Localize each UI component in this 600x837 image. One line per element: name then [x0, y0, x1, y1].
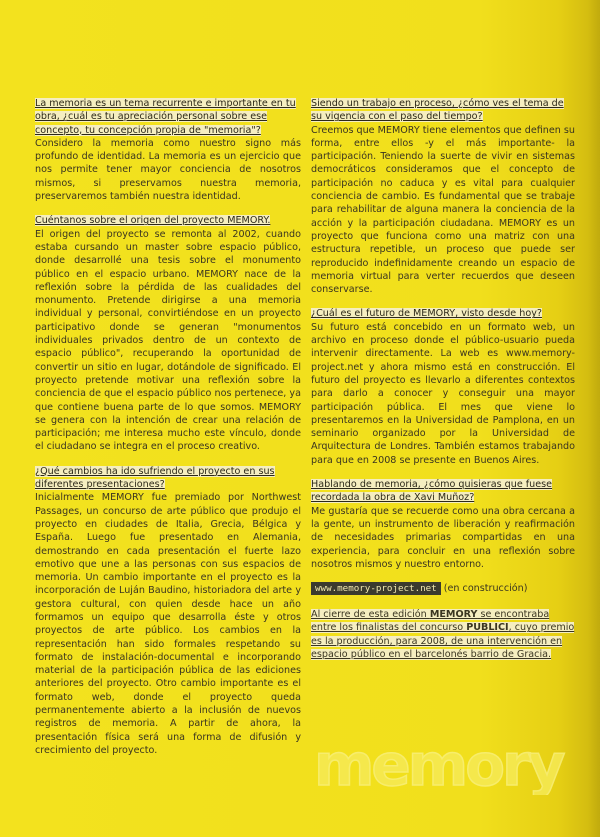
answer-paragraph: Me gustaría que se recuerde como una obra cercana a la gente, un instrumento de liberación y reafirmación de necesidades primarias compartidas en una experiencia, para concluir en una reflexión sobre nosotros mismos y nuestro entorno.	[311, 505, 575, 570]
question-heading: La memoria es un tema recurrente e importante en tu obra, ¿cuál es tu apreciación personal sobre ese concepto, tu concepción propia de "memoria"?	[35, 98, 296, 136]
question-heading: Hablando de memoria, ¿cómo quisieras que fuese recordada la obra de Xavi Muñoz?	[311, 479, 553, 504]
qa-block-futuro	[311, 307, 575, 467]
page-edge-shadow	[588, 0, 600, 837]
closing-text-2: se encontraba entre los finalistas del concurso	[311, 609, 550, 634]
right-column	[311, 97, 575, 661]
qa-block-origen	[35, 214, 301, 453]
question-heading: Siendo un trabajo en proceso, ¿cómo ves el tema de su vigencia con el paso del tiempo?	[311, 98, 564, 123]
memory-logo-graphic	[312, 735, 582, 795]
answer-paragraph: Creemos que MEMORY tiene elementos que definen su forma, entre ellos -y el más importante- la participación. Teniendo la suerte de vivir en sistemas democráticos consideramos que el concepto de participación no caduca y es vital para cualquier conciencia de cambio. Es fundamental que se trabaje para rehabilitar de alguna manera la conciencia de la acción y la participación ciudadana. MEMORY es un proyecto que funciona como una matriz con una estructura repetible, un proceso que puede ser reproducido indefinidamente creando un espacio de memoria virtual para verter recuerdos que deseen conservarse.	[311, 124, 575, 296]
answer-paragraph: Inicialmente MEMORY fue premiado por Northwest Passages, un concurso de arte público que produjo el proyecto en ciudades de Italia, Grecia, Bélgica y España. Luego fue presentado en Alemania, demostrando en cada presentación el fuerte lazo emotivo que une a las personas con sus espacios de memoria. Un cambio importante en el proyecto es la incorporación de Luján Baudino, historiadora del arte y gestora cultural, con quien desde hace un año formamos un equipo que desarrolla éste y otros proyectos de arte público. Los cambios en la representación han sido formales respetando su formato de instalación-documental e incorporando material de la participación pública de las ediciones anteriores del proyecto. Otro cambio importante es el formato web, donde el proyecto queda permanentemente abierto a la inclusión de nuevos registros de memoria. A partir de ahora, la presentación física será una forma de difusión y crecimiento del proyecto.	[35, 492, 301, 756]
answer-paragraph: Su futuro está concebido en un formato web, un archivo en proceso donde el público-usuario pueda intervenir directamente. La web es www.memory-project.net y ahora mismo está en construcción. El futuro del proyecto es llevarlo a diferentes contextos para darlo a conocer y conseguir una mayor participación pública. El mes que viene lo presentaremos en la Universidad de Pamplona, en un seminario organizado por la Universidad de Arquitectura de Londres. También estamos trabajando para que en 2008 se presente en Buenos Aires.	[311, 321, 575, 466]
left-column	[35, 97, 301, 768]
closing-bold-publici: PUBLICI	[466, 622, 509, 634]
question-heading: Cuéntanos sobre el origen del proyecto MEMORY.	[35, 215, 271, 227]
closing-note	[311, 608, 575, 661]
memory-watermark-logo	[312, 735, 582, 795]
question-heading: ¿Cuál es el futuro de MEMORY, visto desde hoy?	[311, 308, 542, 320]
qa-block-vigencia	[311, 97, 575, 296]
closing-bold-memory: MEMORY	[429, 609, 478, 621]
answer-paragraph: Considero la memoria como nuestro signo más profundo de identidad. La memoria es un ejercicio que nos permite tener mayor conciencia de nosotros mismos, si preservamos nuestra memoria, preservaremos también nuestra identidad.	[35, 137, 301, 203]
website-note: (en construcción)	[443, 583, 528, 595]
qa-block-recuerdo	[311, 478, 575, 571]
qa-block-memoria	[35, 97, 301, 203]
answer-paragraph: El origen del proyecto se remonta al 2002, cuando estaba cursando un master sobre espacio público, donde desarrollé una tesis sobre el monumento público en el espacio urbano. MEMORY nace de la reflexión sobre la pérdida de las cualidades del monumento. Pretende dirigirse a una memoria individual y personal, convirtiéndose en un proyecto participativo donde se generan "monumentos individuales privados dentro de un contexto de espacio público", recuperando la oportunidad de convertir un sitio en lugar, dotándole de significado. El proyecto pretende motivar una reflexión sobre la conciencia de que el espacio público nos pertenece, ya que contiene buena parte de lo que somos. MEMORY se genera con la intención de crear una relación de participación; me interesa mucho este vínculo, donde el ciudadano se integra en el proceso creativo.	[35, 228, 301, 453]
website-row	[311, 582, 575, 596]
watermark-text: memory	[314, 735, 563, 795]
closing-text-3: , cuyo premio es la producción, para 2008, de una intervención en espacio público en el barcelonés barrio de Gracia.	[311, 622, 575, 660]
website-link[interactable]: www.memory-project.net	[311, 582, 441, 595]
qa-block-cambios	[35, 465, 301, 758]
question-heading: ¿Qué cambios ha ido sufriendo el proyecto en sus diferentes presentaciones?	[35, 465, 275, 491]
closing-text-1: Al cierre de esta edición	[311, 609, 430, 621]
